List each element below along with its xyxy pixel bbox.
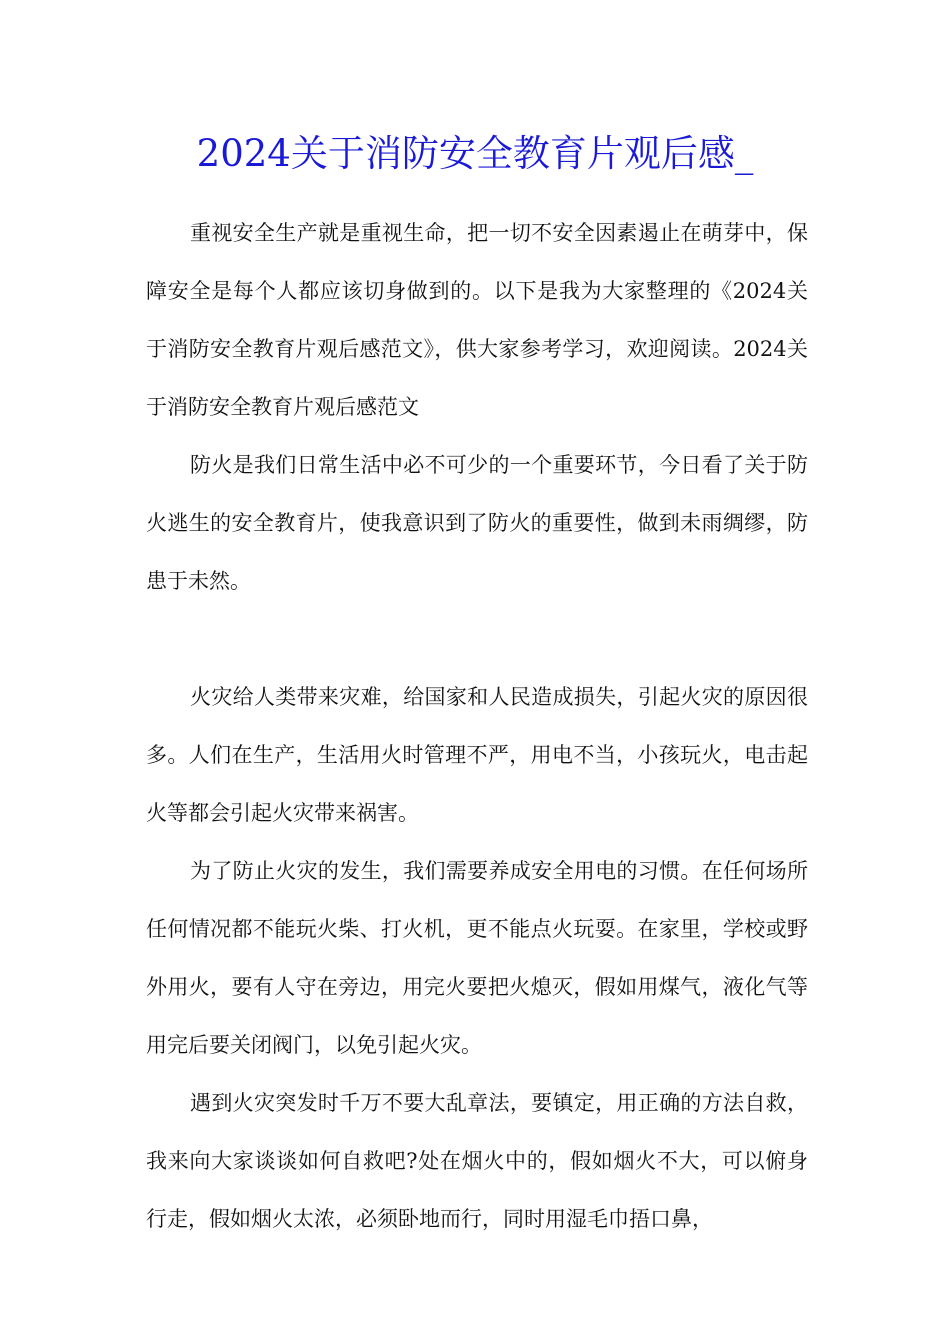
- paragraph-fire-disaster: 火灾给人类带来灾难，给国家和人民造成损失，引起火灾的原因很多。人们在生产，生活用火时管理不严，用电不当，小孩玩火，电击起火等都会引起火灾带来祸害。: [146, 685, 808, 825]
- paragraph-fire-prevention: 防火是我们日常生活中必不可少的一个重要环节，今日看了关于防火逃生的安全教育片，使我意识到了防火的重要性，做到未雨绸缪，防患于未然。: [146, 453, 808, 593]
- paragraph-safe-electricity: 为了防止火灾的发生，我们需要养成安全用电的习惯。在任何场所任何情况都不能玩火柴、打火机，更不能点火玩耍。在家里，学校或野外用火，要有人守在旁边，用完火要把火熄灭，假如用煤气，液化气等用完后要关闭阀门，以免引起火灾。: [146, 859, 808, 1057]
- document-title: 2024关于消防安全教育片观后感_: [196, 132, 754, 175]
- paragraph-spacer: [146, 610, 808, 668]
- paragraph-intro: 重视安全生产就是重视生命，把一切不安全因素遏止在萌芽中，保障安全是每个人都应该切身做到的。以下是我为大家整理的《2024关于消防安全教育片观后感范文》，供大家参考学习，欢迎阅读。2024关于消防安全教育片观后感范文: [146, 221, 808, 419]
- document-body: [146, 204, 808, 1248]
- paragraph-self-rescue: 遇到火灾突发时千万不要大乱章法，要镇定，用正确的方法自救，我来向大家谈谈如何自救吧?处在烟火中的，假如烟火不大，可以俯身行走，假如烟火太浓，必须卧地而行，同时用湿毛巾捂口鼻，: [146, 1091, 808, 1231]
